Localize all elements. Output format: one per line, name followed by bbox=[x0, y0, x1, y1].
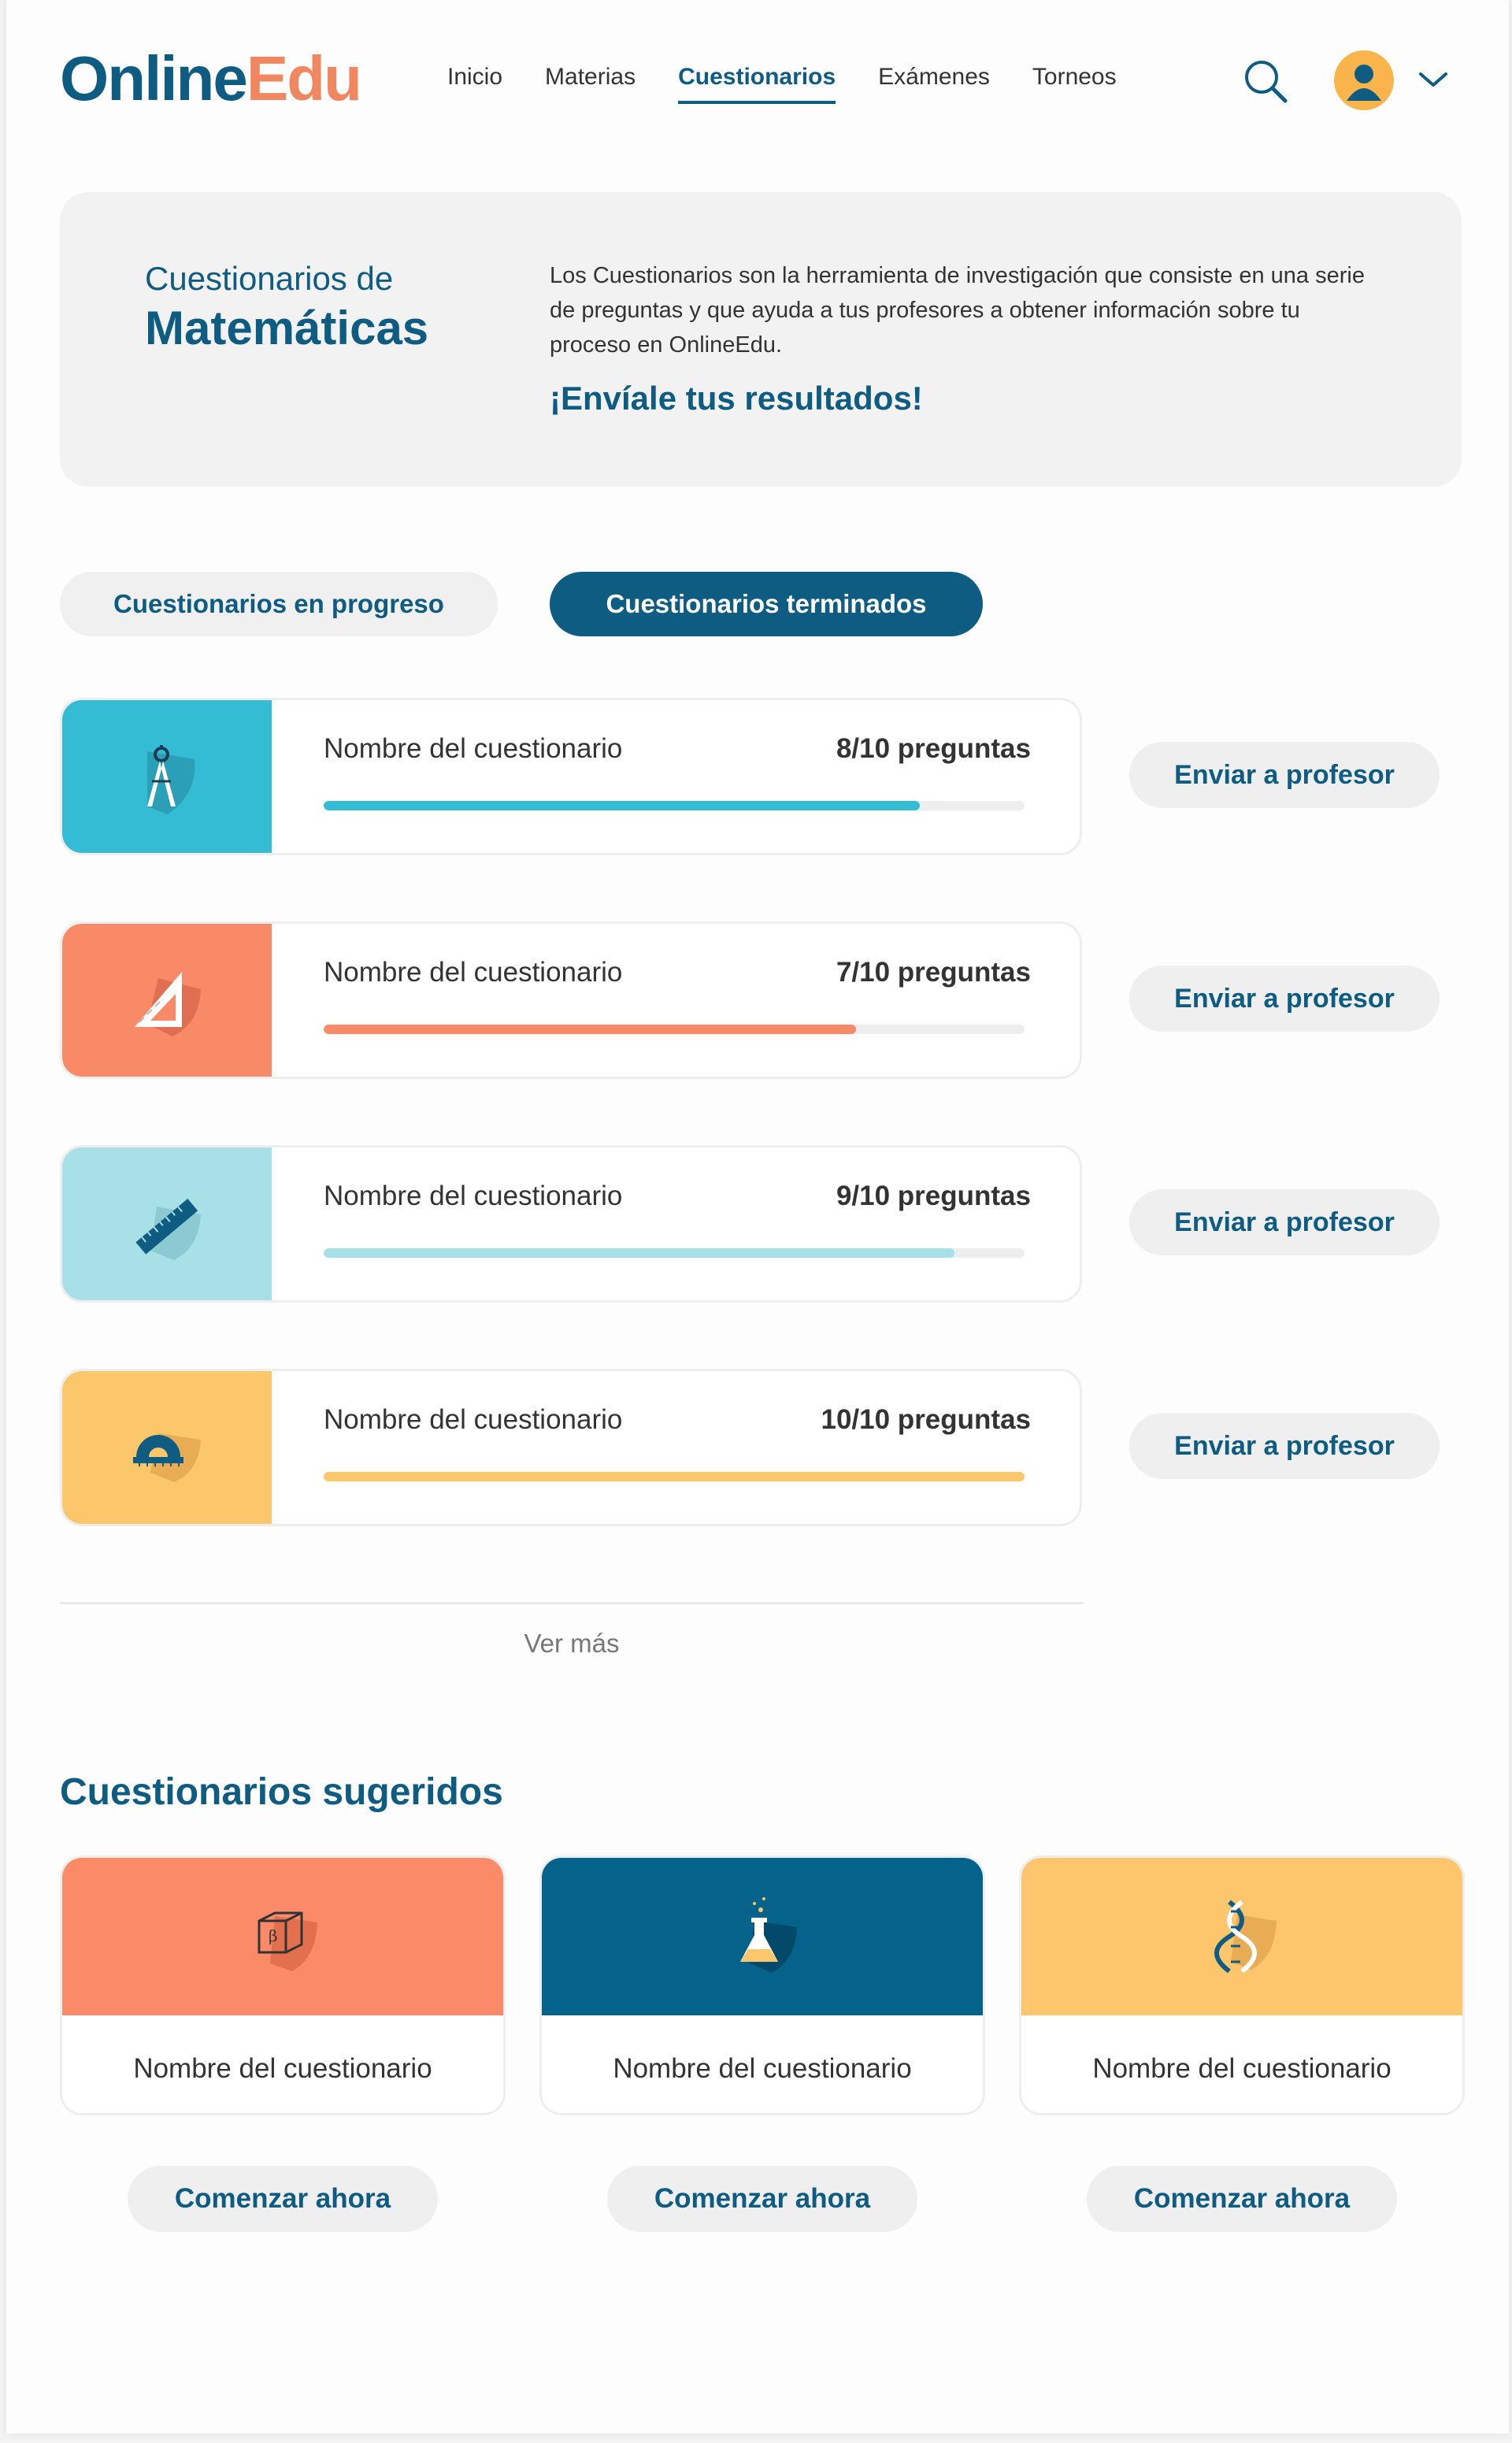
send-to-teacher-button[interactable]: Enviar a profesor bbox=[1129, 742, 1440, 808]
start-now-button[interactable]: Comenzar ahora bbox=[128, 2166, 438, 2232]
compass-icon bbox=[116, 728, 218, 830]
logo[interactable] bbox=[60, 41, 361, 117]
suggested-card[interactable] bbox=[1019, 1855, 1465, 2115]
quiz-count: 9/10 preguntas bbox=[836, 1181, 1031, 1211]
suggested-icon-panel bbox=[1021, 1858, 1462, 2015]
quiz-row bbox=[60, 698, 1395, 857]
tab-in-progress[interactable]: Cuestionarios en progreso bbox=[60, 572, 498, 636]
quiz-name: Nombre del cuestionario bbox=[324, 733, 623, 764]
see-more-link[interactable]: Ver más bbox=[524, 1629, 620, 1658]
suggested-item bbox=[60, 1855, 506, 2232]
protractor-icon bbox=[116, 1399, 218, 1501]
quiz-icon-panel bbox=[62, 700, 272, 855]
divider bbox=[60, 1602, 1084, 1604]
suggested-icon-panel bbox=[542, 1858, 983, 2015]
progress-bar bbox=[324, 1248, 1025, 1258]
nav-materias[interactable]: Materias bbox=[545, 64, 636, 90]
quiz-icon-panel bbox=[62, 1147, 272, 1303]
nav-torneos[interactable]: Torneos bbox=[1032, 64, 1117, 90]
suggested-icon-panel bbox=[62, 1858, 503, 2015]
quiz-row bbox=[60, 1145, 1395, 1304]
search-icon[interactable] bbox=[1241, 57, 1290, 106]
suggested-item bbox=[539, 1855, 985, 2232]
main-nav bbox=[447, 61, 1159, 104]
send-to-teacher-button[interactable]: Enviar a profesor bbox=[1129, 1189, 1440, 1255]
progress-bar bbox=[324, 1472, 1025, 1481]
quiz-name: Nombre del cuestionario bbox=[324, 1181, 623, 1211]
suggested-item bbox=[1019, 1855, 1465, 2232]
quiz-name: Nombre del cuestionario bbox=[324, 1404, 623, 1435]
quiz-card[interactable] bbox=[60, 1369, 1082, 1526]
progress-fill bbox=[324, 1248, 954, 1258]
send-to-teacher-button[interactable]: Enviar a profesor bbox=[1129, 1413, 1440, 1479]
logo-part-online: Online bbox=[60, 43, 246, 113]
hero-cta: ¡Envíale tus resultados! bbox=[550, 380, 923, 417]
quiz-name: Nombre del cuestionario bbox=[324, 957, 623, 988]
quiz-count: 7/10 preguntas bbox=[836, 957, 1031, 988]
nav-cuestionarios[interactable]: Cuestionarios bbox=[678, 61, 836, 104]
quiz-card[interactable] bbox=[60, 921, 1082, 1079]
hero-description: Los Cuestionarios son la herramienta de investigación que consiste en una serie de preguntas y que ayuda a tus profesores a obtener información sobre tu proceso en OnlineEdu. bbox=[550, 263, 1365, 358]
hero-banner bbox=[60, 192, 1462, 487]
suggested-title: Cuestionarios sugeridos bbox=[60, 1771, 503, 1813]
hero-title: Matemáticas bbox=[145, 302, 429, 354]
suggested-card[interactable] bbox=[539, 1855, 985, 2115]
tab-finished[interactable]: Cuestionarios terminados bbox=[550, 572, 983, 636]
logo-part-edu: Edu bbox=[246, 43, 361, 113]
quiz-row bbox=[60, 1369, 1395, 1528]
dna-icon bbox=[1195, 1889, 1289, 1984]
nav-examenes[interactable]: Exámenes bbox=[878, 64, 990, 90]
cube-icon bbox=[235, 1889, 330, 1984]
progress-fill bbox=[324, 1472, 1025, 1481]
header bbox=[6, 0, 1509, 158]
nav-inicio[interactable]: Inicio bbox=[447, 64, 503, 90]
quiz-icon-panel bbox=[62, 924, 272, 1079]
start-now-button[interactable]: Comenzar ahora bbox=[1087, 2166, 1397, 2232]
start-now-button[interactable]: Comenzar ahora bbox=[607, 2166, 917, 2232]
quiz-card[interactable] bbox=[60, 1145, 1082, 1303]
quiz-count: 10/10 preguntas bbox=[821, 1404, 1031, 1435]
page bbox=[6, 0, 1509, 2434]
suggested-name: Nombre del cuestionario bbox=[1092, 2053, 1392, 2084]
quiz-count: 8/10 preguntas bbox=[836, 733, 1031, 764]
suggested-card[interactable] bbox=[60, 1855, 506, 2115]
ruler-icon bbox=[116, 1175, 218, 1277]
chevron-down-icon[interactable] bbox=[1418, 68, 1449, 91]
progress-bar bbox=[324, 1025, 1025, 1034]
progress-bar bbox=[324, 801, 1025, 810]
quiz-card[interactable] bbox=[60, 698, 1082, 855]
suggested-name: Nombre del cuestionario bbox=[133, 2053, 432, 2084]
suggested-name: Nombre del cuestionario bbox=[613, 2053, 912, 2084]
set-square-icon bbox=[116, 951, 218, 1054]
progress-fill bbox=[324, 1025, 856, 1034]
user-avatar-icon[interactable] bbox=[1334, 50, 1394, 110]
flask-icon bbox=[715, 1889, 810, 1984]
progress-fill bbox=[324, 801, 920, 810]
quiz-icon-panel bbox=[62, 1371, 272, 1526]
svg-text:β: β bbox=[269, 1926, 278, 1945]
quiz-row bbox=[60, 921, 1395, 1081]
send-to-teacher-button[interactable]: Enviar a profesor bbox=[1129, 966, 1440, 1032]
hero-subtitle: Cuestionarios de bbox=[145, 260, 394, 297]
